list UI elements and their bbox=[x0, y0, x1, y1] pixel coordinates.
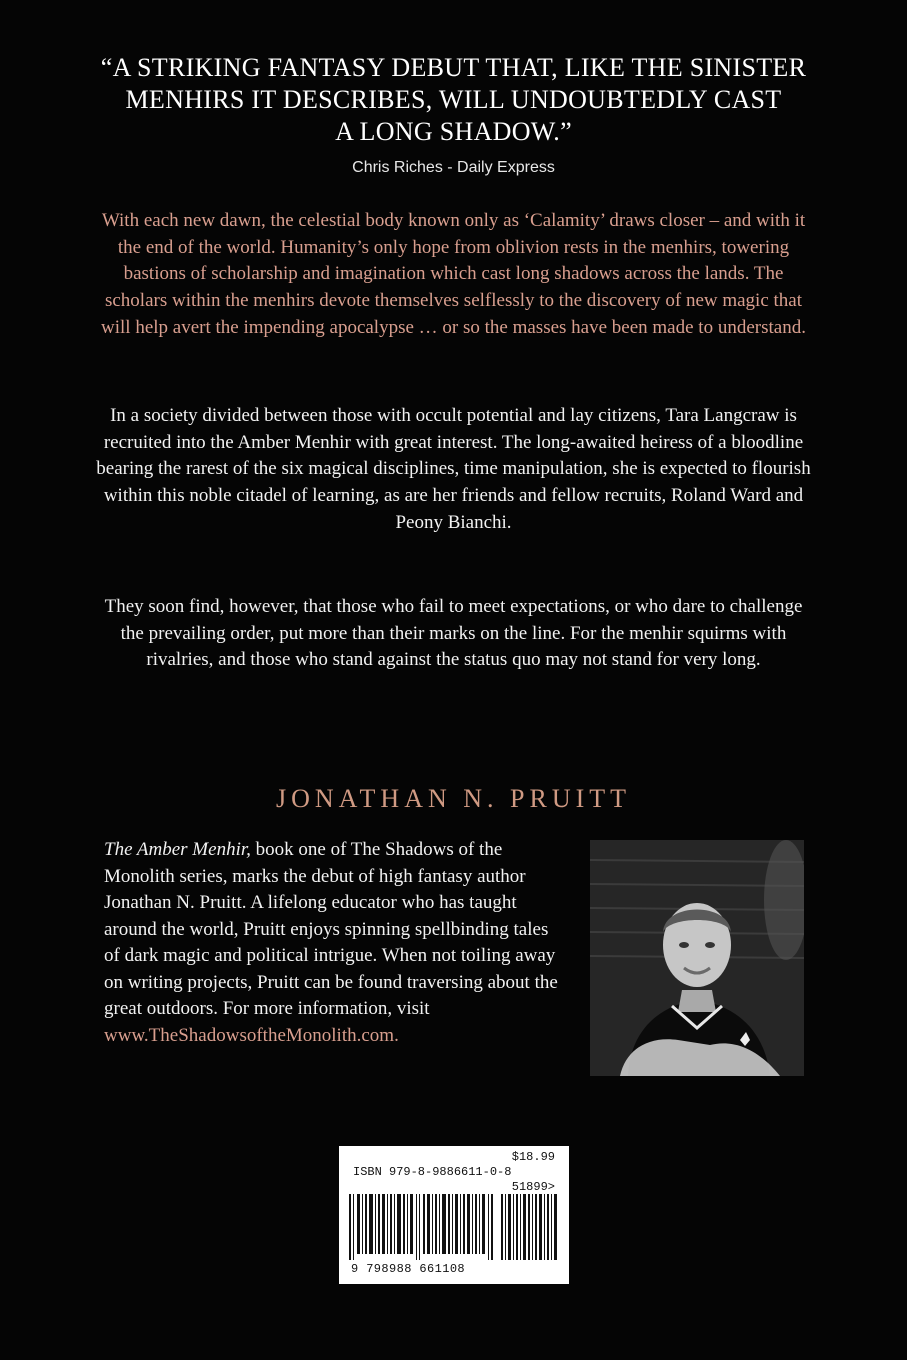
isbn-barcode bbox=[339, 1146, 569, 1284]
blurb-paragraph-conflict: They soon find, however, that those who fail to meet expectations, or who dare to challenge the prevailing order, put more than their marks on the line. For the menhir squirms with rivalries, and those who stand against the status quo may not stand for very long. bbox=[104, 596, 803, 671]
book-title: The Amber Menhir, bbox=[104, 839, 251, 860]
barcode-isbn: ISBN 979-8-9886611-0-8 bbox=[353, 1165, 512, 1179]
author-name-heading: JONATHAN N. PRUITT bbox=[275, 784, 632, 813]
author-website-link[interactable]: www.TheShadowsoftheMonolith.com. bbox=[104, 1024, 399, 1046]
review-quote-line: A LONG SHADOW.” bbox=[335, 117, 572, 146]
barcode-price: $18.99 bbox=[511, 1150, 555, 1164]
author-bio-text: book one of The Shadows of the Monolith series, marks the debut of high fantasy author Jonathan N. Pruitt. A lifelong educator who has taught around the world, Pruitt enjoys spinning spellbinding tales of dark magic and political intrigue. When not toiling away on writing projects, Pruitt can be found traversing about the great outdoors. For more information, visit bbox=[104, 839, 558, 1019]
blurb-paragraph-characters: In a society divided between those with occult potential and lay citizens, Tara Langcraw is recruited into the Amber Menhir with great interest. The long-awaited heiress of a bloodline bearing the rarest of the six magical disciplines, time manipulation, she is expected to flourish within this noble citadel of learning, as are her friends and fellow recruits, Roland Ward and Peony Bianchi. bbox=[96, 405, 811, 533]
barcode-addon-code: 51899> bbox=[511, 1180, 555, 1194]
barcode-bars-addon bbox=[499, 1194, 559, 1260]
barcode-number: 9 798988 661108 bbox=[351, 1262, 466, 1276]
blurb-paragraph-intro: With each new dawn, the celestial body known only as ‘Calamity’ draws closer – and with it the end of the world. Humanity’s only hope from oblivion rests in the menhirs, towering bastions of scholarship and imagination which cast long shadows across the lands. The scholars within the menhirs devote themselves selflessly to the discovery of new magic that will help avert the impending apocalypse … or so the masses have been made to understand. bbox=[101, 210, 806, 338]
author-photo bbox=[590, 840, 804, 1076]
quote-attribution: Chris Riches - Daily Express bbox=[352, 159, 555, 176]
barcode-bars-main bbox=[349, 1194, 495, 1260]
author-bio bbox=[104, 837, 564, 1049]
review-quote-line: MENHIRS IT DESCRIBES, WILL UNDOUBTEDLY CAST bbox=[125, 85, 782, 114]
review-quote bbox=[60, 52, 847, 148]
review-quote-line: “A STRIKING FANTASY DEBUT THAT, LIKE THE SINISTER bbox=[100, 53, 807, 82]
